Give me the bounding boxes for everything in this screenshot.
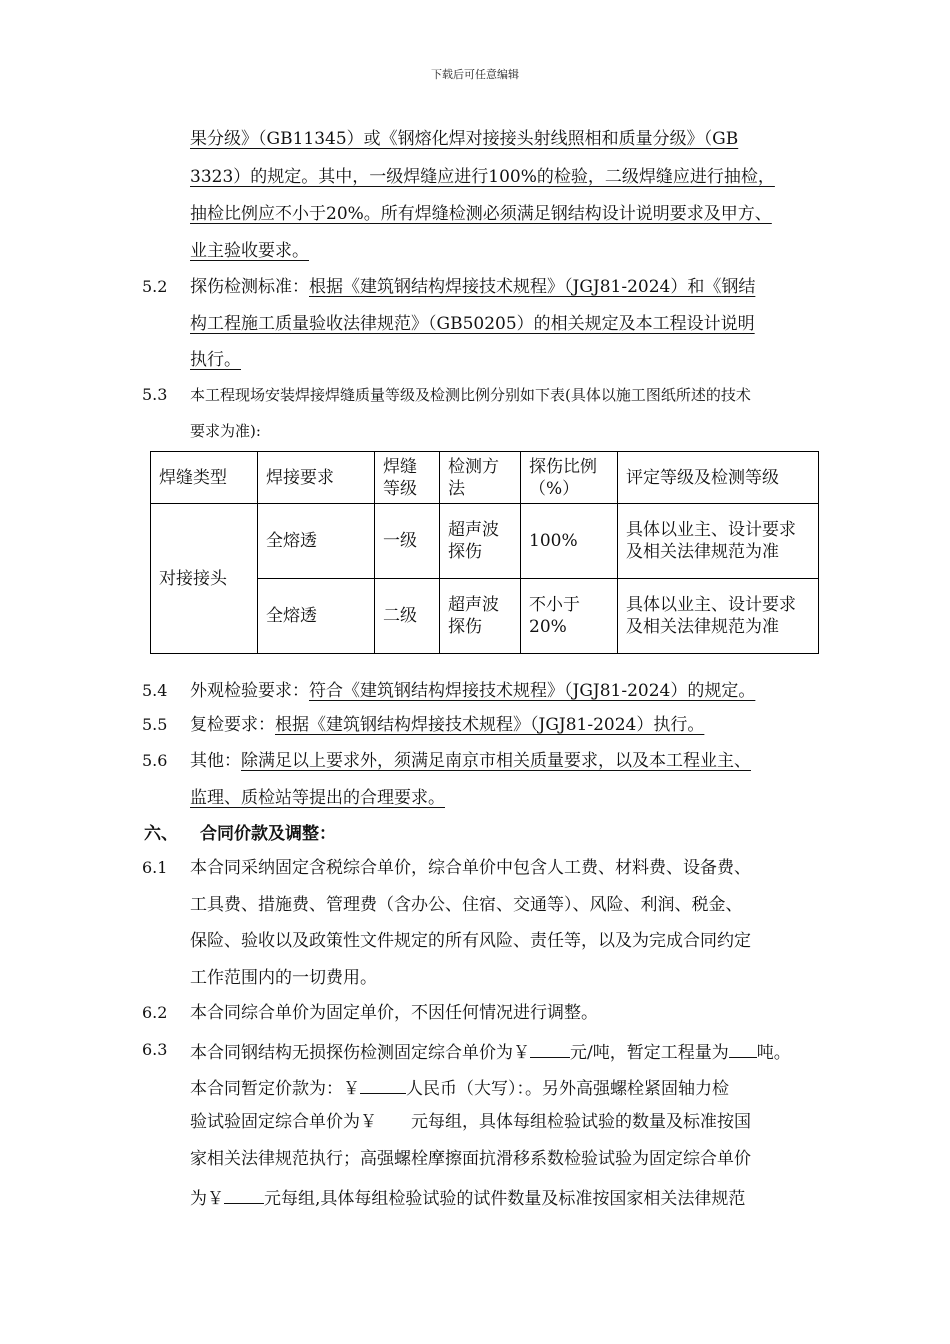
section-6-3-text: 元/吨，暂定工程量为 xyxy=(570,1043,729,1063)
header-cell: 评定等级及检测等级 xyxy=(618,452,819,504)
table-cell: 具体以业主、设计要求及相关法律规范为准 xyxy=(618,504,819,579)
table-cell: 全熔透 xyxy=(258,579,375,654)
section-6-number: 六、 xyxy=(144,824,178,844)
section-5-2-line-1 xyxy=(190,276,755,298)
section-5-3-line-1: 本工程现场安装焊接焊缝质量等级及检测比例分别如下表(具体以施工图纸所述的技术 xyxy=(190,386,751,404)
section-6-1-line-4: 工作范围内的一切费用。 xyxy=(190,968,377,988)
table-cell: 100% xyxy=(521,504,618,579)
section-5-2-line-2: 构工程施工质量验收法律规范》（GB50205）的相关规定及本工程设计说明 xyxy=(190,314,755,334)
table-cell: 不小于20% xyxy=(521,579,618,654)
blank-contract-price xyxy=(360,1075,406,1094)
section-5-2-line-3: 执行。 xyxy=(190,350,241,370)
section-6-3-line-5 xyxy=(190,1185,745,1210)
section-5-4-text: 符合《建筑钢结构焊接技术规程》（JGJ81-2024）的规定。 xyxy=(309,681,756,701)
para-line-4: 业主验收要求。 xyxy=(190,241,309,261)
section-6-3-text: 人民币（大写）：。另外高强螺栓紧固轴力检 xyxy=(406,1079,729,1099)
header-cell: 焊接要求 xyxy=(258,452,375,504)
para-line-1: 果分级》（GB11345）或《钢熔化焊对接接头射线照相和质量分级》（GB xyxy=(190,129,739,149)
section-5-6-label: 其他： xyxy=(190,751,241,771)
section-number-6-2: 6.2 xyxy=(142,1003,168,1022)
table-cell: 超声波探伤 xyxy=(440,579,521,654)
section-6-3-text: 为￥ xyxy=(190,1189,224,1209)
table-cell: 一级 xyxy=(375,504,440,579)
section-6-3-text: 本合同暂定价款为：￥ xyxy=(190,1079,360,1099)
blank-unit-price xyxy=(530,1039,570,1058)
section-6-1-line-3: 保险、验收以及政策性文件规定的所有风险、责任等，以及为完成合同约定 xyxy=(190,931,751,951)
section-number-5-5: 5.5 xyxy=(142,715,168,734)
section-5-5-label: 复检要求： xyxy=(190,715,275,735)
section-6-3-line-4: 家相关法律规范执行；高强螺栓摩擦面抗滑移系数检验试验为固定综合单价 xyxy=(190,1149,751,1169)
section-5-3-line-2: 要求为准): xyxy=(190,422,261,440)
para-line-2: 3323）的规定。其中，一级焊缝应进行100%的检验，二级焊缝应进行抽检， xyxy=(190,167,775,187)
section-6-3-line-3: 验试验固定综合单价为￥ 元每组，具体每组检验试验的数量及标准按国 xyxy=(190,1112,751,1132)
section-6-3-line-2 xyxy=(190,1075,729,1100)
section-6-3-text: 吨。 xyxy=(756,1043,791,1063)
table-cell: 全熔透 xyxy=(258,504,375,579)
table-cell: 具体以业主、设计要求及相关法律规范为准 xyxy=(618,579,819,654)
section-5-4-label: 外观检验要求： xyxy=(190,681,309,701)
table-cell: 超声波探伤 xyxy=(440,504,521,579)
section-number-5-3: 5.3 xyxy=(142,385,168,404)
para-line-3: 抽检比例应不小于20%。所有焊缝检测必须满足钢结构设计说明要求及甲方、 xyxy=(190,204,772,224)
section-6-2-line: 本合同综合单价为固定单价，不因任何情况进行调整。 xyxy=(190,1003,598,1023)
table-header-row xyxy=(151,452,819,504)
header-cell: 焊缝类型 xyxy=(151,452,258,504)
page-header: 下载后可任意编辑 xyxy=(431,68,519,81)
header-cell: 焊缝等级 xyxy=(375,452,440,504)
blank-slip-test-price xyxy=(224,1185,264,1204)
group-cell: 对接接头 xyxy=(151,504,258,654)
blank-quantity xyxy=(729,1039,757,1058)
section-number-5-2: 5.2 xyxy=(142,277,168,296)
weld-quality-table xyxy=(150,451,819,654)
section-6-3-text: 元每组,具体每组检验试验的试件数量及标准按国家相关法律规范 xyxy=(264,1189,746,1209)
header-cell: 检测方法 xyxy=(440,452,521,504)
section-number-6-1: 6.1 xyxy=(142,858,168,877)
section-number-5-6: 5.6 xyxy=(142,751,168,770)
section-6-1-line-2: 工具费、措施费、管理费（含办公、住宿、交通等）、风险、利润、税金、 xyxy=(190,895,743,915)
section-5-2-label: 探伤检测标准： xyxy=(190,277,309,297)
section-5-4-line xyxy=(190,680,755,702)
section-6-1-line-1: 本合同采纳固定含税综合单价，综合单价中包含人工费、材料费、设备费、 xyxy=(190,858,751,878)
header-cell: 探伤比例（%） xyxy=(521,452,618,504)
section-5-6-text: 除满足以上要求外，须满足南京市相关质量要求，以及本工程业主、 xyxy=(241,751,751,771)
section-6-3-line-1 xyxy=(190,1039,791,1064)
section-5-5-text: 根据《建筑钢结构焊接技术规程》（JGJ81-2024）执行。 xyxy=(275,715,705,735)
section-6-3-text: 本合同钢结构无损探伤检测固定综合单价为￥ xyxy=(190,1043,530,1063)
section-5-6-line-1 xyxy=(190,750,751,772)
section-6-title: 合同价款及调整： xyxy=(200,824,336,844)
section-number-6-3: 6.3 xyxy=(142,1040,168,1059)
section-5-6-line-2: 监理、质检站等提出的合理要求。 xyxy=(190,788,445,808)
table-row xyxy=(151,504,819,579)
section-5-5-line xyxy=(190,714,704,736)
section-number-5-4: 5.4 xyxy=(142,681,168,700)
section-5-2-text: 根据《建筑钢结构焊接技术规程》（JGJ81-2024）和《钢结 xyxy=(309,277,756,297)
table-cell: 二级 xyxy=(375,579,440,654)
